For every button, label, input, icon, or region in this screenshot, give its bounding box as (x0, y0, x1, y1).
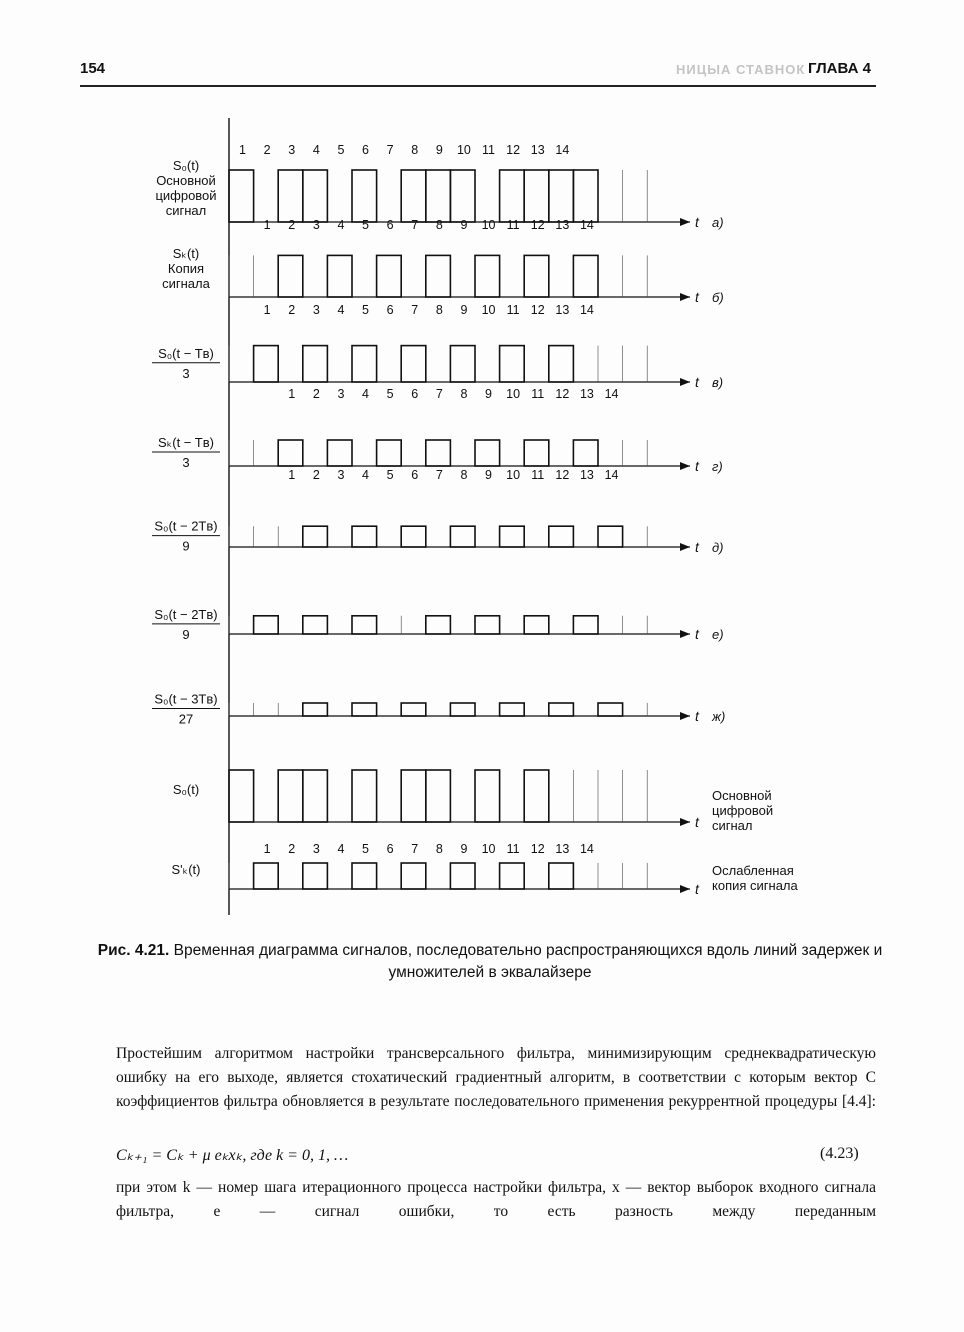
pulse-2-13 (524, 255, 549, 297)
tick-label-5-12: 12 (555, 468, 570, 482)
tick-label-9-4: 4 (337, 842, 345, 856)
tick-label-5-14: 14 (604, 468, 619, 482)
pulse-6-6 (352, 616, 377, 634)
tick-label-2-10: 10 (481, 218, 496, 232)
tick-label-3-11: 11 (506, 303, 520, 317)
faded-show-through-text: НИЦЫА СТАВНОК (676, 62, 806, 77)
row-label-2-1: Sₖ(t) (172, 246, 200, 262)
axis-t-label-4: t (695, 458, 699, 474)
pulse-4-5 (327, 440, 352, 466)
tick-label-2-7: 7 (411, 218, 419, 232)
axis-arrow-7 (680, 712, 690, 720)
tick-label-4-14: 14 (604, 387, 619, 401)
row-letter-1: а) (712, 215, 724, 230)
tick-label-9-10: 10 (481, 842, 496, 856)
pulse-1-1 (229, 170, 254, 222)
axis-arrow-8 (680, 818, 690, 826)
pulse-6-13 (524, 616, 549, 634)
row-label-denominator-3: 3 (182, 365, 190, 381)
axis-t-label-1: t (695, 214, 699, 230)
pulse-2-11 (475, 255, 500, 297)
pulse-1-3 (278, 170, 303, 222)
pulse-1-14 (549, 170, 574, 222)
tick-label-2-3: 3 (312, 218, 320, 232)
tick-label-4-11: 11 (531, 387, 545, 401)
pulse-7-12 (500, 703, 525, 716)
pulse-3-6 (352, 346, 377, 382)
pulse-2-7 (377, 255, 402, 297)
pulse-2-9 (426, 255, 451, 297)
pulse-9-2 (254, 863, 279, 889)
pulse-1-15 (573, 170, 598, 222)
row-label-1-2: Основной (156, 173, 216, 188)
tick-label-3-4: 4 (337, 303, 345, 317)
tick-label-4-2: 2 (312, 387, 320, 401)
tick-label-5-8: 8 (460, 468, 468, 482)
tick-label-9-13: 13 (555, 842, 570, 856)
tick-label-4-5: 5 (386, 387, 394, 401)
tick-label-3-6: 6 (386, 303, 394, 317)
tick-label-3-14: 14 (579, 303, 594, 317)
tick-label-9-6: 6 (386, 842, 394, 856)
tick-label-9-8: 8 (435, 842, 443, 856)
tick-label-1-5: 5 (337, 143, 345, 157)
tick-label-9-14: 14 (579, 842, 594, 856)
pulse-3-8 (401, 346, 426, 382)
tick-label-1-4: 4 (312, 143, 320, 157)
pulse-4-15 (573, 440, 598, 466)
pulse-6-15 (573, 616, 598, 634)
tick-label-4-4: 4 (362, 387, 370, 401)
pulse-8-1 (229, 770, 254, 822)
pulse-7-4 (303, 703, 328, 716)
tick-label-9-2: 2 (288, 842, 296, 856)
pulse-5-16 (598, 526, 623, 547)
tick-label-1-14: 14 (555, 143, 570, 157)
pulse-3-4 (303, 346, 328, 382)
tick-label-5-6: 6 (411, 468, 419, 482)
pulse-1-8 (401, 170, 426, 222)
tick-label-1-3: 3 (288, 143, 296, 157)
tick-label-4-1: 1 (288, 387, 296, 401)
tick-label-9-5: 5 (362, 842, 370, 856)
tick-label-1-7: 7 (386, 143, 394, 157)
figure-caption (80, 940, 900, 984)
tick-label-5-9: 9 (485, 468, 493, 482)
axis-t-label-2: t (695, 289, 699, 305)
pulse-3-14 (549, 346, 574, 382)
tick-label-5-5: 5 (386, 468, 394, 482)
tick-label-1-2: 2 (263, 143, 271, 157)
pulse-3-10 (450, 346, 475, 382)
axis-t-label-9: t (695, 881, 699, 897)
pulse-5-4 (303, 526, 328, 547)
pulse-9-14 (549, 863, 574, 889)
tick-label-3-7: 7 (411, 303, 419, 317)
tick-label-3-10: 10 (481, 303, 496, 317)
row-letter-3: в) (712, 375, 724, 390)
pulse-3-2 (254, 346, 279, 382)
tick-label-5-4: 4 (362, 468, 370, 482)
pulse-4-3 (278, 440, 303, 466)
tick-label-1-6: 6 (362, 143, 370, 157)
pulse-8-4 (303, 770, 328, 822)
tick-label-9-12: 12 (530, 842, 545, 856)
tick-label-9-7: 7 (411, 842, 419, 856)
chapter-title: ГЛАВА 4 (808, 60, 871, 77)
tick-label-9-3: 3 (312, 842, 320, 856)
axis-arrow-5 (680, 543, 690, 551)
tick-label-2-2: 2 (288, 218, 296, 232)
pulse-5-8 (401, 526, 426, 547)
tick-label-3-8: 8 (435, 303, 443, 317)
row-label-5: S₀(t − 2Tв) (154, 518, 218, 534)
pulse-2-3 (278, 255, 303, 297)
row-label-denominator-7: 27 (178, 711, 194, 727)
row-label-8-1: S₀(t) (172, 782, 200, 797)
row-label-1-4: сигнал (165, 203, 207, 218)
pulse-4-7 (377, 440, 402, 466)
tick-label-4-6: 6 (411, 387, 419, 401)
pulse-9-10 (450, 863, 475, 889)
tick-label-2-11: 11 (506, 218, 520, 232)
row-label-1-1: S₀(t) (172, 158, 200, 173)
right-label-9-1: Ослабленная (712, 863, 794, 878)
tick-label-4-7: 7 (435, 387, 443, 401)
row-label-3: S₀(t − Tв) (158, 345, 214, 361)
tick-label-5-11: 11 (531, 468, 545, 482)
pulse-1-4 (303, 170, 328, 222)
tick-label-9-11: 11 (506, 842, 520, 856)
pulse-8-11 (475, 770, 500, 822)
pulse-9-8 (401, 863, 426, 889)
pulse-7-14 (549, 703, 574, 716)
tick-label-2-12: 12 (530, 218, 545, 232)
tick-label-3-5: 5 (362, 303, 370, 317)
pulse-1-10 (450, 170, 475, 222)
page-number: 154 (80, 60, 106, 77)
tick-label-1-9: 9 (435, 143, 443, 157)
pulse-1-6 (352, 170, 377, 222)
pulse-7-8 (401, 703, 426, 716)
axis-arrow-6 (680, 630, 690, 638)
pulse-6-2 (254, 616, 279, 634)
pulse-9-12 (500, 863, 525, 889)
tick-label-5-7: 7 (435, 468, 443, 482)
pulse-7-10 (450, 703, 475, 716)
tick-label-3-1: 1 (263, 303, 271, 317)
right-label-8-3: сигнал (712, 818, 753, 833)
tick-label-3-13: 13 (555, 303, 570, 317)
tick-label-4-8: 8 (460, 387, 468, 401)
row-label-9-1: S'ₖ(t) (171, 862, 201, 877)
tick-label-2-14: 14 (579, 218, 594, 232)
pulse-4-11 (475, 440, 500, 466)
tick-label-1-12: 12 (506, 143, 521, 157)
pulse-8-9 (426, 770, 451, 822)
row-letter-7: ж) (712, 709, 726, 724)
pulse-1-13 (524, 170, 549, 222)
pulse-9-6 (352, 863, 377, 889)
tick-label-1-10: 10 (456, 143, 471, 157)
pulse-5-12 (500, 526, 525, 547)
row-label-denominator-4: 3 (182, 455, 190, 470)
axis-t-label-7: t (695, 708, 699, 724)
tick-label-1-11: 11 (482, 143, 496, 157)
caption-text: Временная диаграмма сигналов, последовательно распространяющихся вдоль линий задержек и умножителей в эквалайзере (169, 942, 883, 981)
pulse-4-9 (426, 440, 451, 466)
tick-label-4-9: 9 (485, 387, 493, 401)
tick-label-2-4: 4 (337, 218, 345, 232)
axis-arrow-9 (680, 885, 690, 893)
axis-arrow-3 (680, 378, 690, 386)
paragraph-definitions: при этом k — номер шага итерационного процесса настройки фильтра, x — вектор выборок входного сигнала фильтра, e — сигнал ошибки, то есть разность между переданным (116, 1179, 876, 1220)
tick-label-4-10: 10 (506, 387, 521, 401)
tick-label-1-1: 1 (239, 143, 247, 157)
pulse-3-12 (500, 346, 525, 382)
right-label-8-2: цифровой (712, 803, 774, 818)
pulse-5-10 (450, 526, 475, 547)
pulse-8-3 (278, 770, 303, 822)
axis-t-label-6: t (695, 626, 699, 642)
row-label-2-2: Копия (167, 261, 205, 277)
tick-label-3-3: 3 (312, 303, 320, 317)
tick-label-2-1: 1 (263, 218, 271, 232)
tick-label-1-13: 13 (530, 143, 545, 157)
tick-label-2-5: 5 (362, 218, 370, 232)
equation-number: (4.23) (820, 1145, 859, 1162)
tick-label-5-2: 2 (312, 468, 320, 482)
pulse-1-12 (500, 170, 525, 222)
tick-label-5-1: 1 (288, 468, 296, 482)
row-letter-4: г) (712, 459, 723, 474)
tick-label-5-13: 13 (579, 468, 594, 482)
tick-label-3-12: 12 (530, 303, 545, 317)
pulse-6-9 (426, 616, 451, 634)
pulse-7-16 (598, 703, 623, 716)
pulse-6-11 (475, 616, 500, 634)
equation: Cₖ₊₁ = Cₖ + μ eₖxₖ, где k = 0, 1, … (116, 1147, 349, 1164)
tick-label-2-8: 8 (435, 218, 443, 232)
axis-arrow-4 (680, 462, 690, 470)
row-label-7: S₀(t − 3Tв) (154, 691, 218, 707)
row-letter-5: д) (712, 540, 724, 555)
tick-label-2-13: 13 (555, 218, 570, 232)
pulse-2-15 (573, 255, 598, 297)
row-label-2-3: сигнала (162, 276, 210, 292)
row-label-denominator-6: 9 (182, 626, 190, 642)
axis-arrow-1 (680, 218, 690, 226)
row-label-6: S₀(t − 2Tв) (154, 606, 218, 622)
right-label-9-2: копия сигнала (712, 878, 798, 893)
pulse-7-6 (352, 703, 377, 716)
pulse-1-9 (426, 170, 451, 222)
tick-label-4-12: 12 (555, 387, 570, 401)
tick-label-2-9: 9 (460, 218, 468, 232)
pulse-8-13 (524, 770, 549, 822)
pulse-2-5 (327, 255, 352, 297)
paragraph-algorithm: Простейшим алгоритмом настройки трансверсального фильтра, минимизирующим среднеквадратическую ошибку на его выходе, является стохатический градиентный алгоритм, в соответствии с которым вектор C коэффициентов фильтра обновляется в результате последовательного применения рекуррентной процедуры [4.4]: (116, 1045, 876, 1110)
pulse-8-6 (352, 770, 377, 822)
tick-label-3-9: 9 (460, 303, 468, 317)
tick-label-9-9: 9 (460, 842, 468, 856)
row-letter-6: е) (712, 627, 724, 642)
pulse-5-14 (549, 526, 574, 547)
row-label-1-3: цифровой (155, 188, 217, 203)
axis-t-label-5: t (695, 539, 699, 555)
row-label-denominator-5: 9 (182, 538, 190, 554)
pulse-9-4 (303, 863, 328, 889)
tick-label-5-10: 10 (506, 468, 521, 482)
tick-label-9-1: 1 (263, 842, 271, 856)
caption-label: Рис. 4.21. (97, 942, 170, 959)
tick-label-1-8: 8 (411, 143, 419, 157)
axis-t-label-3: t (695, 374, 699, 390)
tick-label-2-6: 6 (386, 218, 394, 232)
axis-arrow-2 (680, 293, 690, 301)
axis-t-label-8: t (695, 814, 699, 830)
pulse-5-6 (352, 526, 377, 547)
pulse-4-13 (524, 440, 549, 466)
tick-label-3-2: 2 (288, 303, 296, 317)
right-label-8-1: Основной (712, 788, 772, 803)
row-label-4: Sₖ(t − Tв) (158, 435, 214, 450)
row-letter-2: б) (712, 290, 724, 305)
tick-label-4-3: 3 (337, 387, 345, 401)
pulse-8-8 (401, 770, 426, 822)
pulse-6-4 (303, 616, 328, 634)
tick-label-5-3: 3 (337, 468, 345, 482)
tick-label-4-13: 13 (579, 387, 594, 401)
